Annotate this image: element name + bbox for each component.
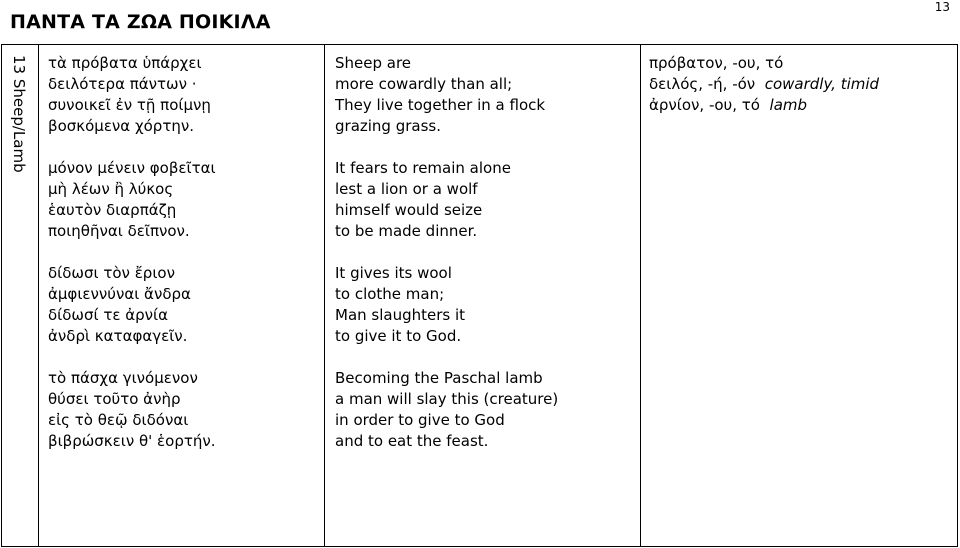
- english-line: to be made dinner.: [335, 222, 478, 240]
- english-line: a man will slay this (creature): [335, 390, 559, 408]
- greek-line: τὸ πάσχα γινόμενον: [48, 369, 198, 387]
- greek-line: δίδωσι τὸν ἔριον: [48, 264, 175, 282]
- vocab-gloss: cowardly, timid: [764, 75, 880, 93]
- greek-line: ἑαυτὸν διαρπάζῃ: [48, 201, 177, 219]
- page-number: 13: [934, 0, 950, 14]
- greek-line: δίδωσί τε ἀρνία: [48, 306, 168, 324]
- english-text: [325, 45, 640, 452]
- vocab-gloss: lamb: [769, 96, 808, 114]
- vocab-entry: [649, 74, 957, 95]
- english-line: Man slaughters it: [335, 306, 466, 324]
- greek-line: εἰς τὸ θεῷ διδόναι: [48, 411, 189, 429]
- greek-line: ποιηθῆναι δεῖπνον.: [48, 222, 190, 240]
- vocab-term: πρόβατον, -ου, τό: [649, 54, 784, 72]
- stanza: [335, 263, 640, 347]
- greek-line: συνοικεῖ ἐν τῇ ποίμνῃ: [48, 96, 211, 114]
- side-label-cell: [2, 45, 39, 547]
- greek-line: βιβρώσκειν θ' ἑορτήν.: [48, 432, 216, 450]
- greek-line: ἀνδρὶ καταφαγεῖν.: [48, 327, 188, 345]
- stanza: [335, 158, 640, 242]
- stanza: [335, 368, 640, 452]
- vocab-term: ἀρνίον, -ου, τό: [649, 96, 760, 114]
- greek-column: [39, 45, 325, 547]
- english-line: Sheep are: [335, 54, 412, 72]
- english-line: to clothe man;: [335, 285, 445, 303]
- greek-line: βοσκόμενα χόρτην.: [48, 117, 195, 135]
- english-line: Becoming the Paschal lamb: [335, 369, 543, 387]
- page-title: ΠΑΝΤΑ ΤΑ ΖΩΑ ΠΟΙΚΙΛΑ: [10, 11, 271, 33]
- english-column: [325, 45, 641, 547]
- vocabulary-list: [641, 45, 957, 116]
- stanza: [48, 53, 324, 137]
- english-line: It fears to remain alone: [335, 159, 511, 177]
- greek-line: ἀμφιεννύναι ἄνδρα: [48, 285, 191, 303]
- vocabulary-column: [641, 45, 958, 547]
- english-line: in order to give to God: [335, 411, 505, 429]
- english-line: It gives its wool: [335, 264, 452, 282]
- english-line: grazing grass.: [335, 117, 441, 135]
- english-line: himself would seize: [335, 201, 483, 219]
- vocab-entry: [649, 95, 957, 116]
- stanza: [48, 158, 324, 242]
- stanza: [335, 53, 640, 137]
- vocab-entry: [649, 53, 957, 74]
- stanza: [48, 368, 324, 452]
- english-line: They live together in a flock: [335, 96, 546, 114]
- side-label: 13 Sheep/Lamb: [10, 55, 28, 173]
- greek-line: μόνον μένειν φοβεῖται: [48, 159, 216, 177]
- greek-line: θύσει τοῦτο ἀνὴρ: [48, 390, 181, 408]
- english-line: lest a lion or a wolf: [335, 180, 478, 198]
- stanza: [48, 263, 324, 347]
- greek-line: δειλότερα πάντων ·: [48, 75, 197, 93]
- greek-line: τὰ πρόβατα ὑπάρχει: [48, 54, 202, 72]
- greek-text: [39, 45, 324, 452]
- english-line: to give it to God.: [335, 327, 462, 345]
- english-line: and to eat the feast.: [335, 432, 489, 450]
- greek-line: μὴ λέων ἢ λύκος: [48, 180, 174, 198]
- vocab-term: δειλός, -ή, -όν: [649, 75, 756, 93]
- poem-table: [1, 44, 958, 547]
- english-line: more cowardly than all;: [335, 75, 513, 93]
